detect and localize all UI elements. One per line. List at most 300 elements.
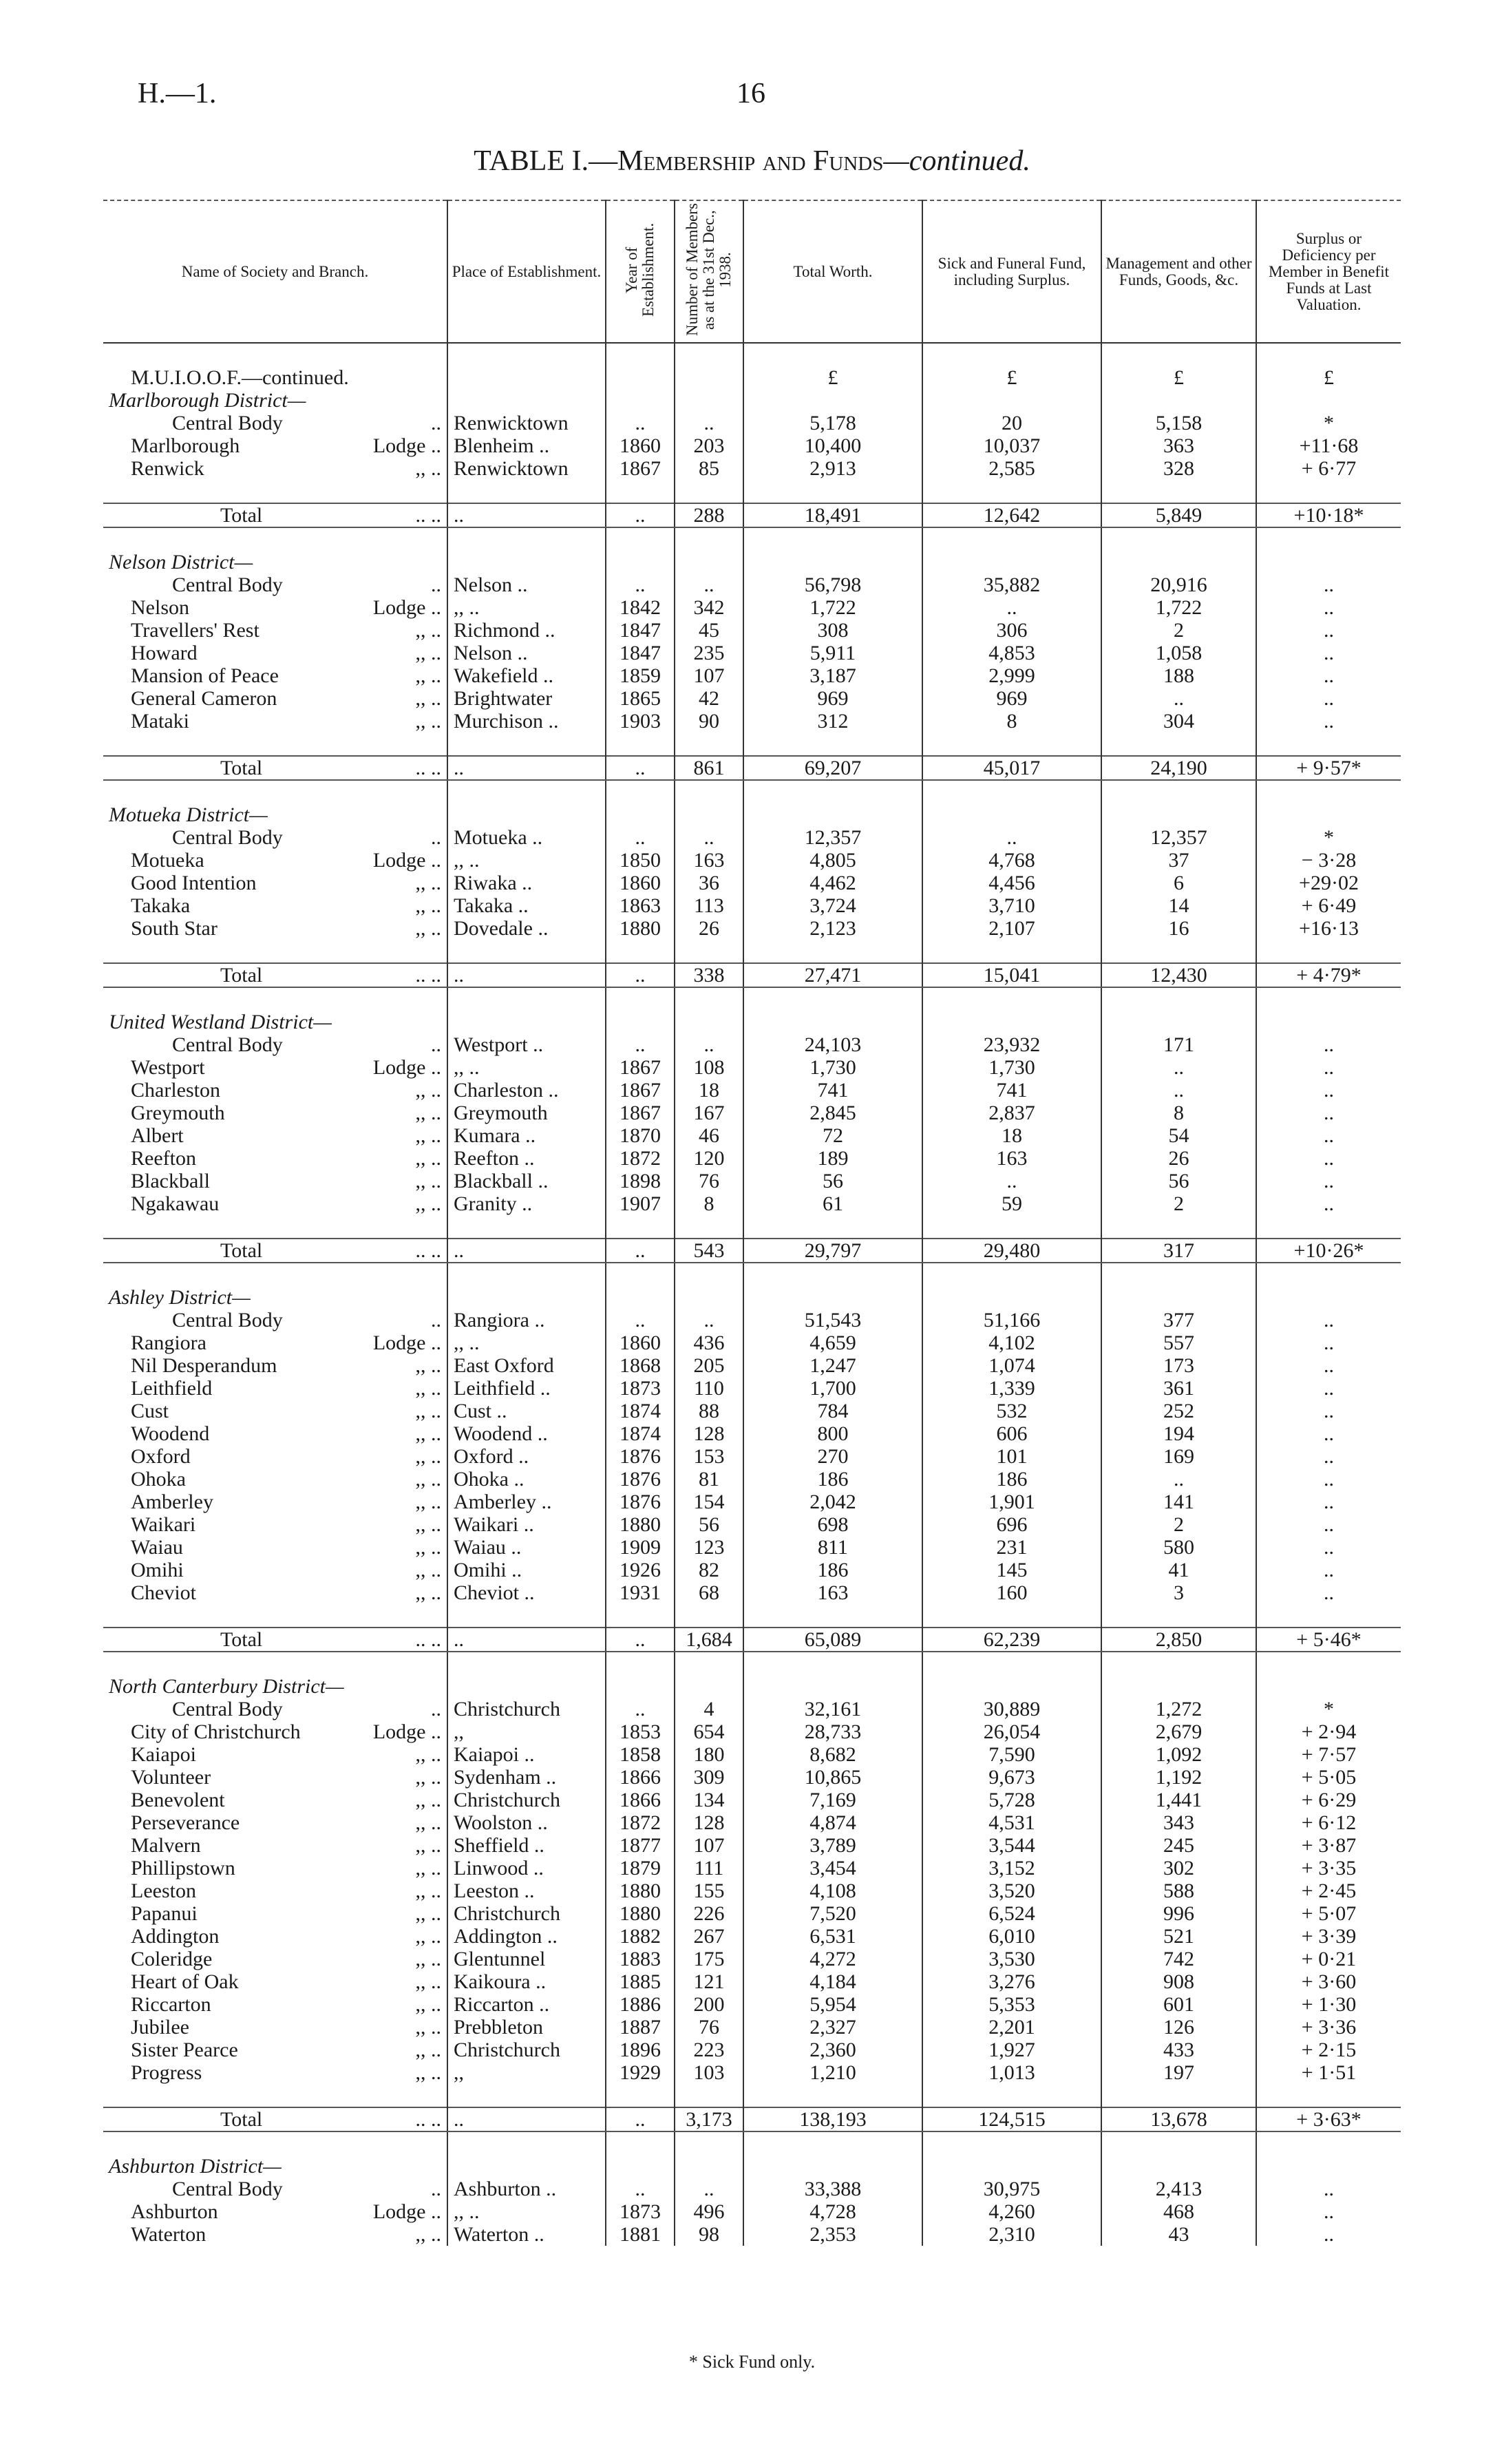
cell-sick-fund: 3,710: [922, 894, 1101, 917]
cell-members: 68: [675, 1581, 743, 1604]
total-total-worth: 27,471: [743, 963, 922, 987]
cell-surplus: ..: [1324, 1331, 1334, 1354]
total-year: ..: [606, 2107, 675, 2131]
cell-sick-fund: 163: [922, 1147, 1101, 1170]
cell-surplus: ..: [1324, 1033, 1334, 1056]
cell-year: 1880: [606, 1879, 675, 1902]
branch-name: [103, 1879, 447, 1902]
cell-members: ..: [675, 573, 743, 596]
total-place: ..: [447, 2107, 606, 2131]
cell-management: 197: [1101, 2061, 1256, 2084]
cell-management: 377: [1101, 1309, 1256, 1331]
empty-cell: [1101, 389, 1256, 412]
cell-management: 521: [1101, 1925, 1256, 1948]
cell-place: Christchurch: [447, 1789, 606, 1811]
cell-sick-fund: 741: [922, 1079, 1101, 1102]
branch-label: Travellers' Rest: [131, 619, 260, 642]
total-surplus: + 4·79*: [1256, 963, 1401, 987]
cell-year: 1896: [606, 2039, 675, 2061]
branch-label: Cust: [131, 1400, 169, 1422]
branch-type: ,, ..: [415, 710, 441, 733]
branch-label: Central Body: [172, 2178, 283, 2200]
cell-surplus: − 3·28: [1301, 849, 1357, 872]
branch-name: [103, 1079, 447, 1102]
district-header: [103, 803, 1401, 826]
cell-total-worth: 800: [743, 1422, 922, 1445]
branch-name: [103, 1468, 447, 1491]
cell-management: 2,679: [1101, 1720, 1256, 1743]
cell-total-worth: 312: [743, 710, 922, 733]
empty-cell: [447, 803, 606, 826]
table-row: [103, 2039, 1401, 2061]
total-members: 3,173: [675, 2107, 743, 2131]
total-sick-fund: 124,515: [922, 2107, 1101, 2131]
branch-name: [103, 849, 447, 872]
table-row: [103, 1033, 1401, 1056]
branch-type: Lodge ..: [372, 596, 441, 619]
cell-members: 107: [675, 664, 743, 687]
total-label: [103, 963, 447, 987]
cell-management: 20,916: [1101, 573, 1256, 596]
table-row: [103, 642, 1401, 664]
cell-sick-fund: 231: [922, 1536, 1101, 1559]
currency-surplus: £: [1324, 366, 1334, 389]
district-name: Motueka District—: [103, 803, 447, 826]
district-name: Ashburton District—: [103, 2155, 447, 2178]
cell-members: 205: [675, 1354, 743, 1377]
branch-name: [103, 1033, 447, 1056]
cell-members: 98: [675, 2223, 743, 2246]
cell-place: Cheviot ..: [447, 1581, 606, 1604]
cell-place: Richmond ..: [447, 619, 606, 642]
cell-year: 1860: [606, 872, 675, 894]
branch-label: Waiau: [131, 1536, 183, 1559]
cell-total-worth: 61: [743, 1192, 922, 1215]
cell-surplus: ..: [1324, 1056, 1334, 1079]
branch-label: Omihi: [131, 1559, 184, 1581]
empty-cell: [606, 551, 675, 573]
cell-surplus: *: [1324, 826, 1334, 849]
cell-management: 6: [1101, 872, 1256, 894]
empty-cell: [743, 1286, 922, 1309]
header-management: Management and other Funds, Goods, &c.: [1101, 200, 1256, 343]
table-row: [103, 1445, 1401, 1468]
cell-year: 1842: [606, 596, 675, 619]
branch-label: Mansion of Peace: [131, 664, 279, 687]
cell-total-worth: 4,874: [743, 1811, 922, 1834]
cell-sick-fund: 4,768: [922, 849, 1101, 872]
cell-management: 188: [1101, 664, 1256, 687]
branch-label: City of Christchurch: [131, 1720, 301, 1743]
branch-label: Nil Desperandum: [131, 1354, 277, 1377]
cell-year: 1868: [606, 1354, 675, 1377]
branch-type: ,, ..: [415, 1491, 441, 1513]
branch-name: [103, 1698, 447, 1720]
cell-place: Prebbleton: [447, 2016, 606, 2039]
cell-place: ,, ..: [447, 2200, 606, 2223]
cell-place: Greymouth: [447, 1102, 606, 1124]
society-row: [103, 366, 1401, 389]
cell-surplus: ..: [1324, 1079, 1334, 1102]
table-row: [103, 1789, 1401, 1811]
cell-total-worth: 28,733: [743, 1720, 922, 1743]
empty-cell: [922, 1286, 1101, 1309]
cell-place: Leithfield ..: [447, 1377, 606, 1400]
cell-place: Riwaka ..: [447, 872, 606, 894]
table-row: [103, 1102, 1401, 1124]
branch-name: [103, 1789, 447, 1811]
branch-name: [103, 573, 447, 596]
cell-sick-fund: 5,353: [922, 1993, 1101, 2016]
cell-members: 134: [675, 1789, 743, 1811]
cell-year: 1931: [606, 1581, 675, 1604]
currency-management: £: [1101, 366, 1256, 389]
cell-total-worth: 2,327: [743, 2016, 922, 2039]
cell-total-worth: 2,042: [743, 1491, 922, 1513]
branch-type: ,, ..: [415, 619, 441, 642]
empty-cell: [606, 1011, 675, 1033]
branch-type: ..: [431, 1033, 441, 1056]
cell-sick-fund: 30,975: [922, 2178, 1101, 2200]
total-place: ..: [447, 1628, 606, 1652]
total-members: 288: [675, 503, 743, 527]
cell-sick-fund: 30,889: [922, 1698, 1101, 1720]
total-text: Total: [220, 1239, 263, 1262]
cell-year: 1847: [606, 642, 675, 664]
cell-members: 36: [675, 872, 743, 894]
cell-surplus: + 3·36: [1301, 2016, 1357, 2039]
table-row: [103, 1192, 1401, 1215]
branch-label: Charleston: [131, 1079, 220, 1102]
branch-name: [103, 1445, 447, 1468]
cell-surplus: + 2·15: [1301, 2039, 1357, 2061]
empty-cell: [675, 1286, 743, 1309]
cell-surplus: ..: [1324, 1192, 1334, 1215]
cell-place: Oxford ..: [447, 1445, 606, 1468]
cell-place: Kumara ..: [447, 1124, 606, 1147]
cell-total-worth: 51,543: [743, 1309, 922, 1331]
cell-members: 18: [675, 1079, 743, 1102]
empty-cell: [1101, 1011, 1256, 1033]
table-row: [103, 1857, 1401, 1879]
cell-total-worth: 6,531: [743, 1925, 922, 1948]
cell-sick-fund: 606: [922, 1422, 1101, 1445]
branch-label: Jubilee: [131, 2016, 189, 2039]
cell-total-worth: 189: [743, 1147, 922, 1170]
cell-surplus: ..: [1324, 2223, 1334, 2246]
cell-sick-fund: 145: [922, 1559, 1101, 1581]
empty-cell: [743, 803, 922, 826]
total-place: ..: [447, 756, 606, 780]
cell-surplus: ..: [1324, 1445, 1334, 1468]
cell-place: Woodend ..: [447, 1422, 606, 1445]
district-name: Marlborough District—: [103, 389, 447, 412]
cell-place: Brightwater: [447, 687, 606, 710]
branch-type: ,, ..: [415, 1834, 441, 1857]
cell-management: 433: [1101, 2039, 1256, 2061]
total-dots: .. ..: [415, 1239, 441, 1262]
cell-surplus: *: [1324, 412, 1334, 434]
cell-year: ..: [606, 2178, 675, 2200]
empty-cell: [447, 551, 606, 573]
empty-cell: [1256, 389, 1401, 412]
table-row: [103, 2223, 1401, 2246]
cell-members: 200: [675, 1993, 743, 2016]
cell-surplus: + 0·21: [1301, 1948, 1357, 1970]
table-row: [103, 826, 1401, 849]
cell-members: ..: [675, 412, 743, 434]
cell-members: 267: [675, 1925, 743, 1948]
branch-name: [103, 1811, 447, 1834]
table-row: [103, 1170, 1401, 1192]
branch-type: ,, ..: [415, 1192, 441, 1215]
branch-label: Leithfield: [131, 1377, 213, 1400]
cell-year: 1872: [606, 1811, 675, 1834]
cell-management: 171: [1101, 1033, 1256, 1056]
cell-total-worth: 1,722: [743, 596, 922, 619]
total-text: Total: [220, 1628, 263, 1651]
cell-year: 1880: [606, 917, 675, 940]
cell-surplus: ..: [1324, 1468, 1334, 1491]
cell-members: 107: [675, 1834, 743, 1857]
total-text: Total: [220, 2108, 263, 2131]
cell-total-worth: 12,357: [743, 826, 922, 849]
cell-total-worth: 1,730: [743, 1056, 922, 1079]
cell-place: ,, ..: [447, 1056, 606, 1079]
branch-name: [103, 664, 447, 687]
branch-type: ,, ..: [415, 1766, 441, 1789]
branch-name: [103, 1102, 447, 1124]
cell-management: 2: [1101, 1513, 1256, 1536]
branch-name: [103, 596, 447, 619]
cell-year: 1880: [606, 1902, 675, 1925]
cell-sick-fund: 2,310: [922, 2223, 1101, 2246]
cell-surplus: ..: [1324, 1377, 1334, 1400]
cell-members: 113: [675, 894, 743, 917]
empty-cell: [606, 2155, 675, 2178]
cell-surplus: ..: [1324, 2178, 1334, 2200]
total-management: 24,190: [1101, 756, 1256, 780]
cell-place: Murchison ..: [447, 710, 606, 733]
cell-surplus: + 7·57: [1301, 1743, 1357, 1766]
cell-place: ,,: [447, 1720, 606, 1743]
total-total-worth: 18,491: [743, 503, 922, 527]
branch-name: [103, 1581, 447, 1604]
cell-members: 226: [675, 1902, 743, 1925]
cell-year: ..: [606, 412, 675, 434]
cell-sick-fund: ..: [922, 596, 1101, 619]
branch-label: Sister Pearce: [131, 2039, 238, 2061]
cell-members: 436: [675, 1331, 743, 1354]
cell-total-worth: 4,462: [743, 872, 922, 894]
branch-name: [103, 1720, 447, 1743]
cell-surplus: ..: [1324, 642, 1334, 664]
empty-cell: [447, 389, 606, 412]
cell-year: 1879: [606, 1857, 675, 1879]
currency-total-worth: £: [743, 366, 922, 389]
branch-type: ,, ..: [415, 687, 441, 710]
header-year: Year of Establishment.: [606, 200, 675, 343]
cell-place: Wakefield ..: [447, 664, 606, 687]
branch-name: [103, 1766, 447, 1789]
total-sick-fund: 29,480: [922, 1239, 1101, 1263]
branch-label: Renwick: [131, 457, 204, 480]
branch-type: ,, ..: [415, 1536, 441, 1559]
total-members: 543: [675, 1239, 743, 1263]
cell-year: 1907: [606, 1192, 675, 1215]
cell-sick-fund: 4,456: [922, 872, 1101, 894]
cell-year: 1929: [606, 2061, 675, 2084]
total-row: [103, 2107, 1401, 2131]
cell-management: 1,192: [1101, 1766, 1256, 1789]
branch-type: ,, ..: [415, 2061, 441, 2084]
branch-type: ,, ..: [415, 1811, 441, 1834]
district-header: [103, 1675, 1401, 1698]
total-surplus: +10·18*: [1256, 503, 1401, 527]
cell-management: 328: [1101, 457, 1256, 480]
cell-total-worth: 3,724: [743, 894, 922, 917]
total-place: ..: [447, 1239, 606, 1263]
cell-management: 14: [1101, 894, 1256, 917]
branch-name: [103, 1743, 447, 1766]
cell-year: 1866: [606, 1766, 675, 1789]
branch-type: ,, ..: [415, 664, 441, 687]
cell-sick-fund: ..: [922, 826, 1101, 849]
empty-cell: [1256, 1286, 1401, 1309]
table-row: [103, 1720, 1401, 1743]
table-row: [103, 894, 1401, 917]
branch-type: ,, ..: [415, 1377, 441, 1400]
cell-place: Ohoka ..: [447, 1468, 606, 1491]
cell-management: 126: [1101, 2016, 1256, 2039]
table-row: [103, 2200, 1401, 2223]
branch-label: Volunteer: [131, 1766, 211, 1789]
cell-management: 26: [1101, 1147, 1256, 1170]
cell-members: 46: [675, 1124, 743, 1147]
cell-place: ,, ..: [447, 1331, 606, 1354]
cell-total-worth: 2,123: [743, 917, 922, 940]
total-sick-fund: 45,017: [922, 756, 1101, 780]
cell-place: Woolston ..: [447, 1811, 606, 1834]
empty-cell: [1256, 1675, 1401, 1698]
branch-label: Woodend: [131, 1422, 210, 1445]
table-row: [103, 2178, 1401, 2200]
cell-members: 342: [675, 596, 743, 619]
cell-total-worth: 1,247: [743, 1354, 922, 1377]
cell-place: Leeston ..: [447, 1879, 606, 1902]
empty-cell: [447, 1675, 606, 1698]
total-dots: .. ..: [415, 757, 441, 779]
cell-place: Glentunnel: [447, 1948, 606, 1970]
cell-surplus: + 2·94: [1301, 1720, 1357, 1743]
branch-label: Ngakawau: [131, 1192, 220, 1215]
cell-total-worth: 270: [743, 1445, 922, 1468]
membership-funds-table: [103, 200, 1401, 2246]
table-row: [103, 1811, 1401, 1834]
currency-sick-fund: £: [922, 366, 1101, 389]
cell-year: 1876: [606, 1491, 675, 1513]
cell-management: 343: [1101, 1811, 1256, 1834]
cell-sick-fund: 2,585: [922, 457, 1101, 480]
cell-members: 180: [675, 1743, 743, 1766]
cell-sick-fund: ..: [922, 1170, 1101, 1192]
branch-name: [103, 1948, 447, 1970]
cell-members: 167: [675, 1102, 743, 1124]
cell-members: 163: [675, 849, 743, 872]
cell-surplus: + 1·30: [1301, 1993, 1357, 2016]
cell-management: 2,413: [1101, 2178, 1256, 2200]
cell-place: Blackball ..: [447, 1170, 606, 1192]
branch-name: [103, 1056, 447, 1079]
branch-type: Lodge ..: [372, 1720, 441, 1743]
branch-name: [103, 1857, 447, 1879]
district-header: [103, 1286, 1401, 1309]
cell-year: 1860: [606, 434, 675, 457]
cell-year: 1860: [606, 1331, 675, 1354]
cell-sick-fund: 696: [922, 1513, 1101, 1536]
cell-surplus: + 6·12: [1301, 1811, 1357, 1834]
table-row: [103, 434, 1401, 457]
cell-sick-fund: 1,901: [922, 1491, 1101, 1513]
cell-members: 108: [675, 1056, 743, 1079]
total-year: ..: [606, 756, 675, 780]
district-name: United Westland District—: [103, 1011, 447, 1033]
cell-sick-fund: 532: [922, 1400, 1101, 1422]
cell-management: ..: [1101, 1079, 1256, 1102]
empty-cell: [675, 1675, 743, 1698]
cell-surplus: ..: [1324, 1536, 1334, 1559]
cell-members: 76: [675, 1170, 743, 1192]
cell-year: 1866: [606, 1789, 675, 1811]
cell-total-worth: 811: [743, 1536, 922, 1559]
cell-management: 173: [1101, 1354, 1256, 1377]
district-name: Ashley District—: [103, 1286, 447, 1309]
branch-label: Marlborough: [131, 434, 240, 457]
branch-label: Malvern: [131, 1834, 201, 1857]
branch-type: ,, ..: [415, 1581, 441, 1604]
title-small-caps: Membership and Funds: [617, 145, 884, 177]
cell-year: 1853: [606, 1720, 675, 1743]
cell-management: 169: [1101, 1445, 1256, 1468]
cell-members: 153: [675, 1445, 743, 1468]
cell-place: Waiau ..: [447, 1536, 606, 1559]
cell-management: 302: [1101, 1857, 1256, 1879]
cell-place: Charleston ..: [447, 1079, 606, 1102]
branch-label: Central Body: [172, 1309, 283, 1331]
empty-cell: [606, 803, 675, 826]
total-members: 1,684: [675, 1628, 743, 1652]
cell-total-worth: 2,353: [743, 2223, 922, 2246]
branch-name: [103, 1513, 447, 1536]
cell-management: 37: [1101, 849, 1256, 872]
branch-type: ..: [431, 826, 441, 849]
cell-sick-fund: 4,260: [922, 2200, 1101, 2223]
empty-cell: [675, 803, 743, 826]
cell-management: 3: [1101, 1581, 1256, 1604]
branch-name: [103, 1354, 447, 1377]
total-surplus: +10·26*: [1256, 1239, 1401, 1263]
branch-label: Heart of Oak: [131, 1970, 239, 1993]
branch-type: Lodge ..: [372, 849, 441, 872]
table-row: [103, 1468, 1401, 1491]
total-management: 317: [1101, 1239, 1256, 1263]
cell-sick-fund: 969: [922, 687, 1101, 710]
cell-year: 1887: [606, 2016, 675, 2039]
cell-place: Linwood ..: [447, 1857, 606, 1879]
branch-name: [103, 1925, 447, 1948]
cell-year: 1886: [606, 1993, 675, 2016]
cell-place: Kaikoura ..: [447, 1970, 606, 1993]
